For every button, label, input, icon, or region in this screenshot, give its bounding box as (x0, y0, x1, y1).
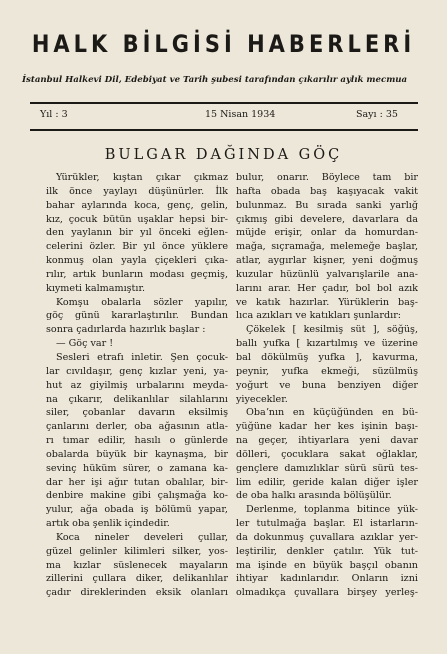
text-line: atlar, aygırlar kişner, yeni doğmuş (236, 255, 418, 267)
text-line: rılır, artık bunların modası geçmiş, (46, 268, 228, 280)
text-line: bulunmaz. Bu sırada sanki yarlığ (236, 199, 418, 211)
text-line: olmadıkça çuvallara birşey yerleş- (236, 587, 418, 599)
publication-subtitle: İstanbul Halkevi Dil, Edebiyat ve Tarih şubesi tarafından çıkarılır aylık mecmua (22, 75, 408, 85)
text-line: ve katık hazırlar. Yürüklerin baş- (236, 296, 418, 308)
text-line: lar cıvıldaşır, genç kızlar yeni, ya- (46, 365, 228, 377)
text-line: bal dökülmüş yufka ], kavurma, (236, 351, 418, 363)
text-line: sevinç hüküm sürer, o zamana ka- (46, 462, 228, 474)
text-line: bulur, onarır. Böylece tam bir (236, 172, 418, 183)
text-line: yoğurt ve buna benziyen diğer (236, 379, 418, 391)
text-line: obalarda büyük bir kaynaşma, bir (46, 448, 228, 460)
issue-year: Yıl : 3 (40, 109, 68, 120)
text-line: den yaylanın bir yıl önceki eğlen- (46, 227, 228, 239)
text-line: leştirilir, denkler çatılır. Yük tut- (236, 545, 418, 557)
text-line: çıkmış gibi develere, davarlara da (236, 213, 418, 225)
text-line: Yürükler, kıştan çıkar çıkmaz (56, 172, 228, 183)
text-line: çanlarını derler, oba ağasının atla- (46, 421, 228, 433)
text-line: na geçer, ihtiyarlara yeni davar (236, 435, 418, 447)
text-line: sonra çadırlarda hazırlık başlar : (46, 324, 206, 336)
text-line: müjde erişir, onlar da homurdan- (236, 227, 418, 239)
text-line: dar her işi ağır tutan obalılar, bir- (46, 476, 228, 488)
article-title: BULGAR DAĞINDA GÖÇ (104, 147, 343, 163)
text-line: kuzular hüzünlü yalvarışlarile ana- (236, 268, 418, 280)
article-column-left (46, 171, 228, 600)
issue-number: Sayı : 35 (356, 109, 398, 120)
text-line: konmuş olan yayla çiçekleri çıka- (46, 255, 228, 267)
text-line: da dokunmuş çuvallara azıklar yer- (236, 531, 418, 543)
text-line: Koca nineler develeri çullar, (56, 531, 228, 543)
text-line: peynir, yufka ekmeği, süzülmüş (236, 365, 418, 377)
article-column-right (236, 171, 418, 600)
text-line: ma işinde en büyük başçıl obanın (236, 559, 418, 571)
text-line: Obaʼnın en küçüğünden en bü- (246, 407, 418, 419)
text-line: ihtiyar kadınlarıdır. Onların izni (236, 573, 418, 585)
text-line: celerini özler. Bir yıl önce yüklere (46, 241, 228, 253)
text-line: ballı yufka [ kızartılmış ve üzerine (236, 338, 418, 350)
text-line: zillerini çullara diker, delikanlılar (46, 573, 228, 585)
header-rule-top (30, 102, 418, 104)
text-line: dölleri, çocuklara sakat oğlaklar, (236, 448, 418, 460)
text-line: — Göç var ! (56, 338, 114, 350)
text-line: denbire makine gibi çalışmağa ko- (46, 490, 228, 502)
text-line: güzel gelinler kilimleri silker, yos- (46, 545, 228, 557)
text-line: artık oba şenlik içindedir. (46, 518, 170, 530)
text-line: çadır direklerinden eksik olanları (46, 587, 228, 599)
text-line: ma kızlar süslenecek mayaların (46, 559, 228, 571)
text-line: Komşu obalarla sözler yapılır, (56, 296, 228, 308)
text-line: göç günü kararlaştırılır. Bundan (46, 310, 228, 322)
text-line: mağa, sıçramağa, melemeğe başlar, (236, 241, 418, 253)
text-line: kız, çocuk bütün uşaklar hepsi bir- (46, 213, 228, 225)
text-line: Derlenme, toplanma bitince yük- (246, 504, 418, 516)
text-line: yiyecekler. (236, 393, 288, 405)
text-line: yulur, ağa obada iş bölümü yapar, (46, 504, 228, 516)
text-line: yüğüne kadar her kes işinin başı- (236, 421, 418, 433)
text-line: bahar aylarında koca, genç, gelin, (46, 199, 228, 211)
text-line: na çıkarır, delikanlılar silahlarını (46, 393, 228, 405)
text-line: gençlere damızlıklar sürü sürü tes- (236, 462, 418, 474)
text-line: hafta obada baş kaşıyacak vakit (236, 185, 418, 197)
text-line: ilk önce yaylayı düşünürler. İlk (46, 185, 228, 197)
text-line: lim edilir, geride kalan diğer işler (236, 476, 418, 488)
text-line: kıymeti kalmamıştır. (46, 282, 146, 294)
text-line: Çökelek [ kesilmiş süt ], söğüş, (246, 324, 418, 336)
text-line: larını arar. Her çadır, bol bol azık (236, 282, 418, 294)
text-line: lıca azıkları ve katıkları şunlardır: (236, 310, 402, 322)
text-line: ler tutulmağa başlar. El istarların- (236, 518, 418, 530)
text-line: hut az giyilmiş urbalarını meyda- (46, 379, 228, 391)
text-line: Sesleri etrafı inletir. Şen çocuk- (56, 351, 228, 363)
text-line: siler, çobanlar davarın eksilmiş (46, 407, 228, 419)
text-line: de oba halkı arasında bölüşülür. (236, 490, 392, 502)
text-line: rı tımar edilir, hasılı o günlerde (46, 435, 228, 447)
issue-date: 15 Nisan 1934 (205, 109, 276, 120)
header-rule-bottom (30, 129, 418, 131)
publication-title: HALK BİLGİSİ HABERLERİ (31, 30, 416, 58)
